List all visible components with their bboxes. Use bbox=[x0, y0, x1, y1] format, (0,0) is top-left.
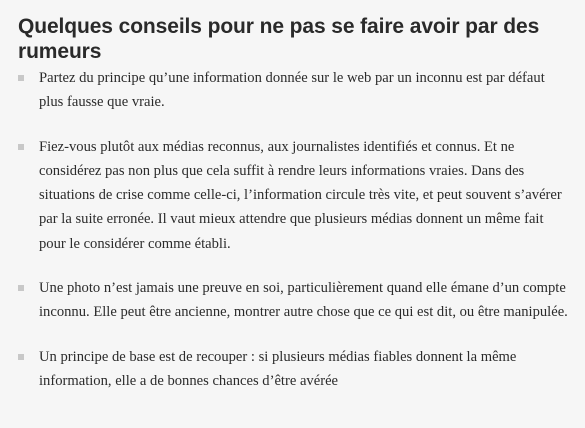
tip-text: Fiez-vous plutôt aux médias reconnus, aux journalistes identifiés et connus. Et ne considérez pas non plus que cela suffit à rendre leurs informations vraies. Dans des situations de crise comme celle-ci, l’information circule très vite, et peut souvent s’avérer par la suite erronée. Il vaut mieux attendre que plusieurs médias donnent un même fait pour le considérer comme établi. bbox=[39, 138, 562, 252]
tip-text: Partez du principe qu’une information donnée sur le web par un inconnu est par défaut plus fausse que vraie. bbox=[39, 70, 545, 111]
list-item bbox=[18, 66, 570, 115]
list-item bbox=[18, 276, 570, 325]
tip-text: Une photo n’est jamais une preuve en soi, particulièrement quand elle émane d’un compte inconnu. Elle peut être ancienne, montrer autre chose que ce qui est dit, ou être manipulée. bbox=[39, 280, 568, 321]
square-bullet-icon bbox=[18, 75, 24, 81]
article-section bbox=[18, 14, 570, 413]
list-item bbox=[18, 345, 570, 394]
square-bullet-icon bbox=[18, 354, 24, 360]
tip-text: Un principe de base est de recouper : si plusieurs médias fiables donnent la même information, elle a de bonnes chances d’être avérée bbox=[39, 348, 517, 389]
square-bullet-icon bbox=[18, 285, 24, 291]
square-bullet-icon bbox=[18, 144, 24, 150]
section-heading: Quelques conseils pour ne pas se faire avoir par des rumeurs bbox=[18, 15, 540, 63]
tips-list bbox=[18, 66, 570, 393]
list-item bbox=[18, 135, 570, 256]
